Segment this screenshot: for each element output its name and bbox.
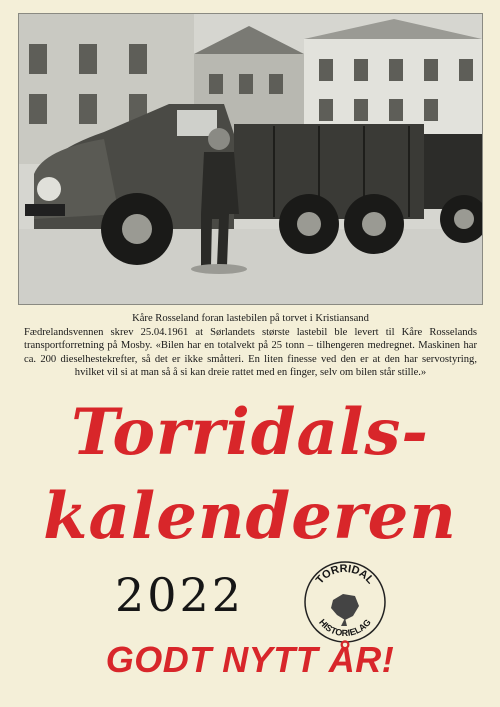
caption-title: Kåre Rosseland foran lastebilen på torvet i Kristiansand xyxy=(132,313,369,324)
logo-icon xyxy=(303,560,387,644)
truck-photo-illustration xyxy=(19,14,482,304)
calendar-title-line1: Torridals- xyxy=(71,395,429,470)
photo-caption xyxy=(24,312,477,380)
caption-body: Fædrelandsvennen skrev 25.04.1961 at Sørlandets største lastebil ble levert til Kåre Rosselands transportforretning på Mosby. «Bilen har en totalvekt på 25 tonn – tilhengeren medregnet. Maskinen har ca. 200 dieselhestekrefter, så det er ikke småtteri. En liten finesse ved den er at den har servostyring, hvilket vil si at man så å si kan dreie rattet med en finger, selv om bilen står stille.» xyxy=(24,326,477,379)
calendar-year: 2022 xyxy=(115,568,245,622)
truck-photo xyxy=(19,14,482,304)
new-year-greeting: GODT NYTT ÅR! xyxy=(105,639,395,680)
calendar-title-line2: kalenderen xyxy=(43,479,457,554)
logo-bottom-text: HISTORIELAG xyxy=(317,617,373,639)
logo-top-text: TORRIDAL xyxy=(313,562,377,587)
torridal-historielag-logo xyxy=(303,560,387,644)
